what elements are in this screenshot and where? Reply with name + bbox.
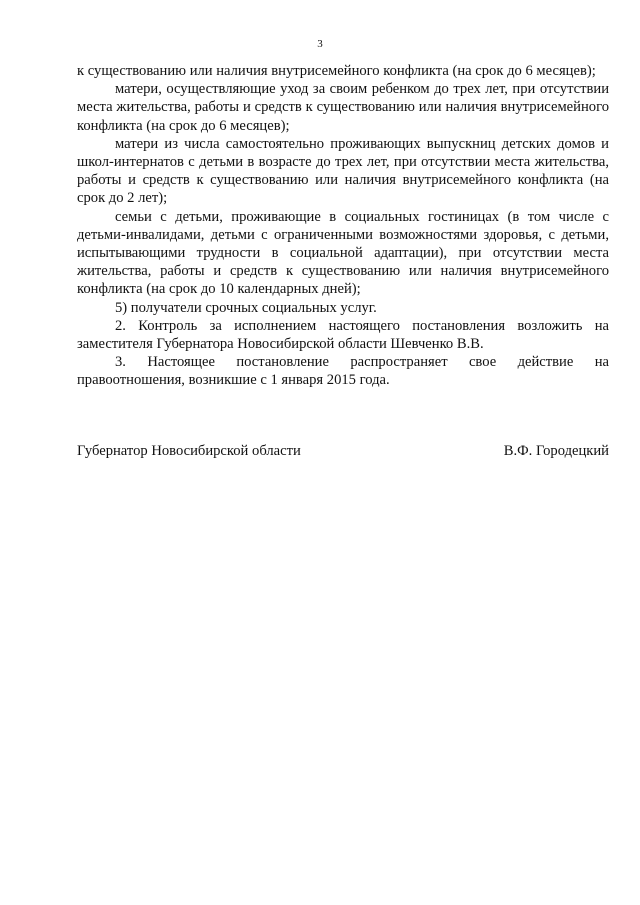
paragraph-control: 2. Контроль за исполнением настоящего постановления возложить на заместителя Губернатора Новосибирской области Шевченко В.В. (77, 317, 609, 353)
page-number: 3 (317, 38, 323, 50)
signatory-name: В.Ф. Городецкий (503, 443, 609, 459)
signature-block (77, 442, 609, 460)
paragraph-mothers-care: матери, осуществляющие уход за своим ребенком до трех лет, при отсутствии места жительства, работы и средств к существованию или наличия внутрисемейного конфликта (на срок до 6 месяцев); (77, 81, 609, 134)
paragraph-continuation: к существованию или наличия внутрисемейного конфликта (на срок до 6 месяцев); (77, 63, 596, 79)
document-body (77, 62, 609, 390)
signatory-title: Губернатор Новосибирской области (77, 443, 301, 459)
paragraph-effective-date: 3. Настоящее постановление распространяет свое действие на правоотношения, возникшие с 1 января 2015 года. (77, 354, 609, 389)
paragraph-families-social-hotels: семьи с детьми, проживающие в социальных гостиницах (в том числе с детьми-инвалидами, детьми с ограниченными возможностями здоровья, с детьми, испытывающими трудности в социальной адаптации), при отсутствии места жительства, работы и средств к существованию или наличия внутрисемейного конфликта (на срок до 10 календарных дней); (77, 208, 609, 298)
paragraph-urgent-services: 5) получатели срочных социальных услуг. (115, 299, 377, 316)
paragraph-mothers-orphanage-graduates: матери из числа самостоятельно проживающих выпускниц детских домов и школ-интернатов с детьми в возрасте до трех лет, при отсутствии места жительства, работы и средств к существованию или наличия внутрисемейного конфликта (на срок до 2 лет); (77, 135, 609, 207)
